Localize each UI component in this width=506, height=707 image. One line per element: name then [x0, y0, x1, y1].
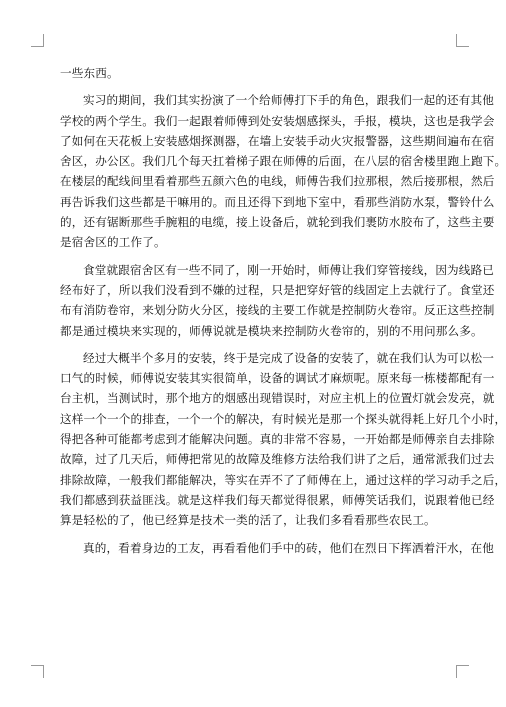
- text-line: 经布好了，所以我们没看到不嫌的过程，只是把穿好管的线固定上去就行了。食堂还: [60, 282, 495, 297]
- text-line: 舍区，办公区。我们几个每天扛着梯子跟在师傅的后面，在八层的宿舍楼里跑上跑下。: [60, 154, 506, 169]
- text-line: 算是轻松的了，他已经算是技术一类的活了，让我们多看看那些农民工。: [60, 513, 436, 528]
- document-body: [60, 63, 506, 558]
- text-line: 了如何在天花板上安装感烟探测器，在墙上安装手动火灾报警器，这些期间遍布在宿: [60, 133, 495, 148]
- crop-mark-bottom-left: [31, 665, 44, 678]
- crop-mark-top-right: [456, 34, 469, 47]
- text-line: 排除故障，一般我们都能解决，等实在弄不了了师傅在上，通过这样的学习动手之后，: [60, 472, 506, 487]
- text-line: 食堂就跟宿舍区有一些不同了，刚一开始时，师傅让我们穿管接线，因为线路已: [83, 262, 495, 277]
- text-line: 是宿舍区的工作了。: [60, 235, 166, 250]
- text-line: 的，还有锯断那些手腕粗的电缆，接上设备后，就轮到我们裹防水胶布了，这些主要: [60, 215, 495, 230]
- text-line: 故障，过了几天后，师傅把常见的故障及维修方法给我们讲了之后，通常派我们过去: [60, 452, 495, 467]
- text-line: 这样一个一个的排查，一个一个的解决，有时候光是那一个探头就得耗上好几个小时，: [60, 411, 506, 426]
- text-line: 口气的时候，师傅说安装其实很简单，设备的调试才麻烦呢。原来每一栋楼都配有一: [60, 371, 495, 386]
- text-line: 经过大概半个多月的安装，终于是完成了设备的安装了，就在我们认为可以松一: [83, 350, 495, 365]
- text-line: 布有消防卷帘，来划分防火分区，接线的主要工作就是控制防火卷帘。反正这些控制: [60, 303, 495, 318]
- text-line: 台主机，当测试时，那个地方的烟感出现错误时，对应主机上的位置灯就会发亮，就: [60, 391, 495, 406]
- crop-mark-top-left: [31, 34, 44, 47]
- text-line: 我们都感到获益匪浅。就是这样我们每天都觉得很累，师傅笑话我们，说跟着他已经: [60, 492, 495, 507]
- text-line: 再告诉我们这些都是干嘛用的。而且还得下到地下室中，看那些消防水泵，警铃什么: [60, 194, 495, 209]
- text-line: 在楼层的配线间里看着那些五颜六色的电线，师傅告我们拉那根，然后接那根，然后: [60, 174, 495, 189]
- crop-mark-bottom-right: [456, 665, 469, 678]
- text-line: 一些东西。: [60, 66, 119, 80]
- text-line: 学校的两个学生。我们一起跟着师傅到处安装烟感探头，手报，模块，这也是我学会: [60, 113, 495, 128]
- text-line: 真的，看着身边的工友，再看看他们手中的砖，他们在烈日下挥洒着汗水，在他: [83, 540, 495, 555]
- text-line: 实习的期间，我们其实扮演了一个给师傅打下手的角色，跟我们一起的还有其他: [83, 93, 495, 108]
- text-line: 都是通过模块来实现的，师傅说就是模块来控制防火卷帘的，别的不用问那么多。: [60, 323, 483, 338]
- text-line: 得把各种可能都考虑到才能解决问题。真的非常不容易，一开始都是师傅亲自去排除: [60, 432, 495, 447]
